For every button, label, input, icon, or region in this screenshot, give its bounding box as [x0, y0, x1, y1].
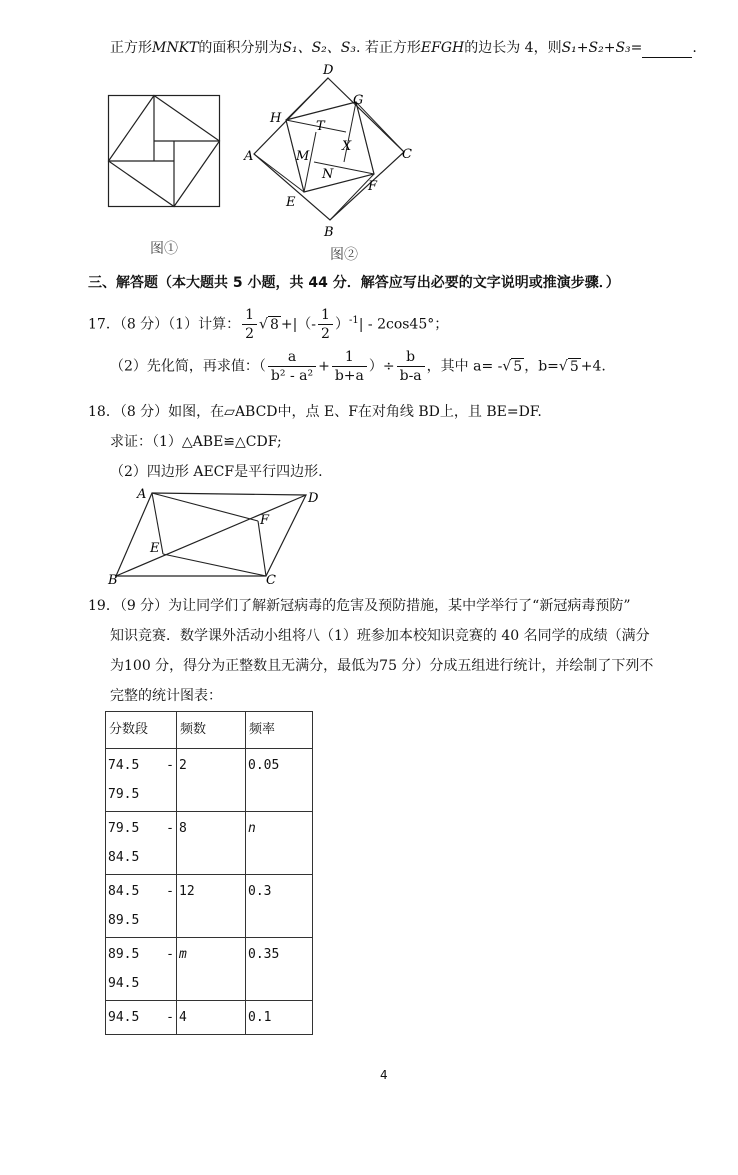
count-cell: m	[177, 938, 246, 1001]
q17-part1: 17．（8 分）（1）计算： $\frac{1}{2}$ √ 8 +|（- $\frac{1}{2}$ ）$^{-1}$| - 2cos45°；	[88, 307, 449, 342]
q18-line2: 求证：（1）△ABE≌△CDF;	[110, 434, 282, 450]
count-cell: 2	[177, 749, 246, 812]
count-cell: 8	[177, 812, 246, 875]
fig2-label-n: N	[322, 167, 334, 182]
freq-cell: n	[246, 812, 313, 875]
fraction: $\frac{b}{b-a}$	[397, 348, 425, 385]
page-number: 4	[380, 1068, 388, 1082]
table-row	[106, 938, 313, 1001]
range-cell: 94.5 -	[106, 1001, 177, 1035]
fig2-label-c: C	[402, 147, 412, 162]
table-header-row	[106, 712, 313, 749]
fig2-label-t: T	[316, 119, 325, 134]
sqrt-sign: √	[259, 316, 268, 333]
para-label-f: F	[260, 513, 270, 528]
para-label-b: B	[108, 573, 118, 588]
range-cell: 74.5 - 79.5	[106, 749, 177, 812]
fig2-label-h: H	[270, 111, 282, 126]
q19-line2: 知识竞赛．数学课外活动小组将八（1）班参加本校知识竞赛的 40 名同学的成绩（满分	[110, 628, 650, 644]
q19-line4: 完整的统计图表：	[110, 688, 222, 704]
fraction: $\frac{1}{2}$	[318, 306, 333, 343]
sqrt-sign: √	[558, 358, 568, 375]
fig2-label-m: M	[296, 149, 310, 164]
fig1-inner-square	[109, 96, 220, 207]
figure-1	[108, 95, 220, 207]
range-cell: 89.5 - 94.5	[106, 938, 177, 1001]
freq-cell: 0.05	[246, 749, 313, 812]
q18-line3: （2）四边形 AECF是平行四边形.	[110, 464, 323, 480]
fig2-label-x: X	[342, 139, 352, 154]
fig2-label-d: D	[323, 63, 334, 78]
figure-2-caption: 图②	[330, 247, 358, 263]
fig2-label-f: F	[368, 179, 378, 194]
fig2-label-a: A	[244, 149, 254, 164]
range-cell: 84.5 - 89.5	[106, 875, 177, 938]
fig2-label-e: E	[286, 195, 296, 210]
range-cell: 79.5 - 84.5	[106, 812, 177, 875]
fig2-label-b: B	[324, 225, 334, 240]
para-label-c: C	[266, 573, 276, 588]
freq-cell: 0.1	[246, 1001, 313, 1035]
count-cell: 4	[177, 1001, 246, 1035]
table-row	[106, 1001, 313, 1035]
freq-cell: 0.35	[246, 938, 313, 1001]
figure-1-caption: 图①	[150, 241, 178, 257]
para-label-a: A	[137, 487, 147, 502]
q18-line1: 18．（8 分）如图，在▱ABCD中，点 E、F在对角线 BD上，且 BE=DF.	[88, 404, 542, 420]
intro-line: 正方形MNKT的面积分别为S₁、S₂、S₃. 若正方形EFGH的边长为 4，则S₁+S₂+S₃= .	[110, 40, 697, 56]
section-heading: 三、解答题（本大题共 5 小题，共 44 分．解答应写出必要的文字说明或推演步骤．）	[88, 275, 620, 291]
fraction: $\frac{1}{2}$	[242, 306, 257, 343]
q17-part2: （2）先化简，再求值：（ $\frac{a}{\text{b² - a²}}$ + $\frac{1}{b+a}$ ）÷ $\frac{b}{b-a}$ ，其中 a= -√ 5 ，b=√ 5 +4.	[110, 349, 606, 384]
para-label-e: E	[150, 541, 160, 556]
table-row	[106, 749, 313, 812]
frequency-table	[105, 711, 313, 1035]
fig1-outer-square	[109, 96, 220, 207]
q19-line1: 19．（9 分）为让同学们了解新冠病毒的危害及预防措施，某中学举行了“新冠病毒预防”	[88, 598, 631, 614]
sqrt-sign: √	[502, 358, 512, 375]
freq-cell: 0.3	[246, 875, 313, 938]
fraction: $\frac{1}{b+a}$	[332, 348, 367, 385]
fig2-label-g: G	[353, 93, 364, 108]
header-count: 频数	[177, 712, 246, 749]
q19-line3: 为100 分，得分为正整数且无满分，最低为75 分）分成五组进行统计，并绘制了下列不	[110, 658, 654, 674]
fig2-outer-square	[254, 78, 404, 220]
figure-2	[240, 62, 420, 242]
answer-blank[interactable]	[642, 43, 692, 58]
header-freq: 频率	[246, 712, 313, 749]
header-range: 分数段	[106, 712, 177, 749]
table-row	[106, 812, 313, 875]
fraction: $\frac{a}{\text{b² - a²}}$	[268, 348, 316, 385]
table-row	[106, 875, 313, 938]
count-cell: 12	[177, 875, 246, 938]
para-label-d: D	[308, 491, 319, 506]
figure-parallelogram	[108, 486, 328, 586]
